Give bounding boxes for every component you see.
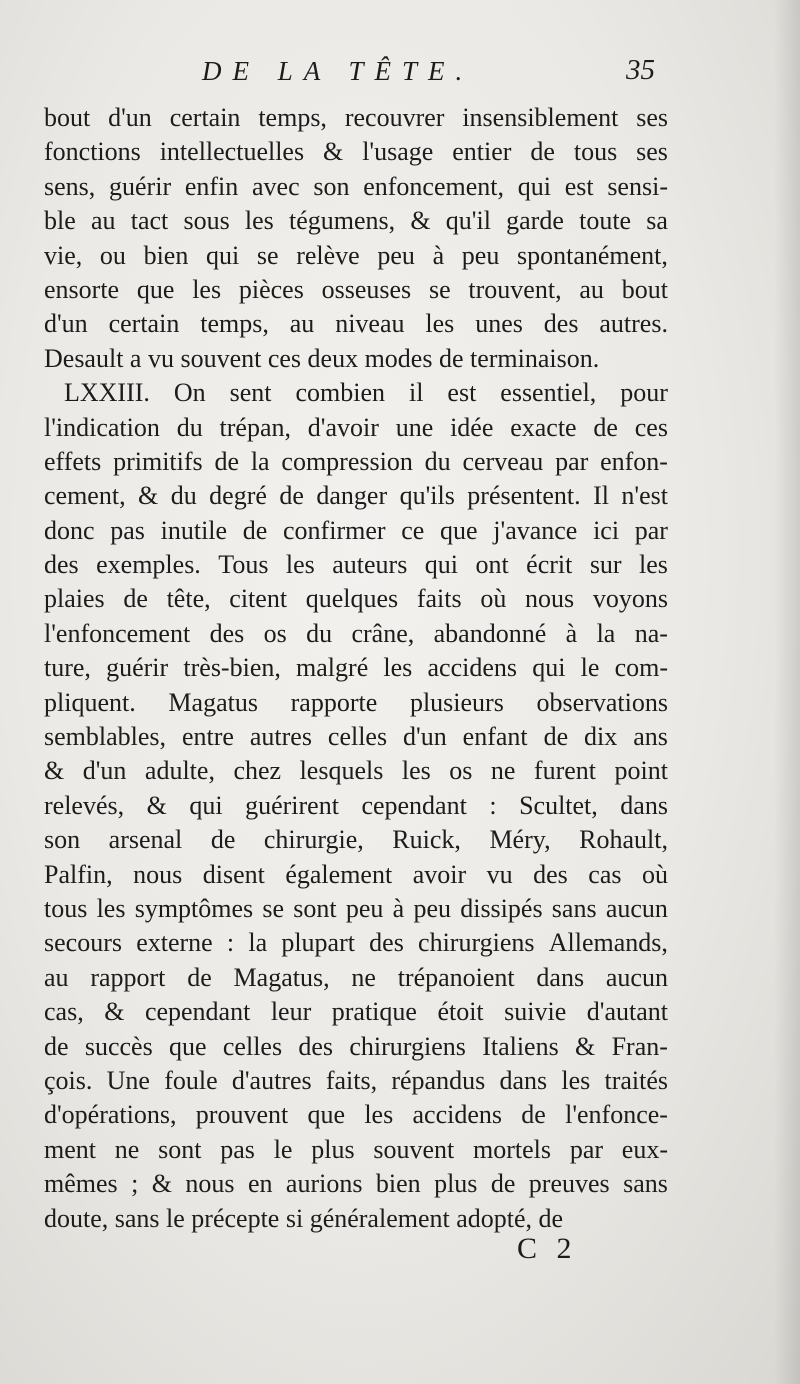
text-line: tous les symptômes se sont peu à peu dissipés sans aucun [44, 893, 668, 923]
page-edge-shadow [774, 0, 800, 1384]
text-line: secours externe : la plupart des chirurgiens Allemands, [44, 928, 668, 958]
text-line: Palfin, nous disent également avoir vu des cas où [44, 859, 668, 889]
text-line: au rapport de Magatus, ne trépanoient dans aucun [44, 962, 668, 992]
signature-mark: C 2 [517, 1232, 578, 1265]
text-line: fonctions intellectuelles & l'usage entier de tous ses [44, 137, 668, 167]
text-line: ment ne sont pas le plus souvent mortels par eux- [44, 1134, 668, 1164]
text-line: Desault a vu souvent ces deux modes de terminaison. [44, 343, 600, 373]
running-head: DE LA TÊTE. [202, 56, 474, 86]
text-line: cement, & du degré de danger qu'ils présentent. Il n'est [44, 481, 668, 511]
text-line: semblables, entre autres celles d'un enfant de dix ans [44, 722, 668, 752]
text-line: sens, guérir enfin avec son enfoncement, qui est sensi- [44, 171, 668, 201]
text-line: d'un certain temps, au niveau les unes des autres. [44, 309, 668, 339]
text-line: pliquent. Magatus rapporte plusieurs observations [44, 687, 668, 717]
text-line: ture, guérir très-bien, malgré les accidens qui le com- [44, 653, 668, 683]
text-line: bout d'un certain temps, recouvrer insensiblement ses [44, 103, 668, 132]
text-line: doute, sans le précepte si généralement adopté, de [44, 1203, 564, 1233]
text-line: vie, ou bien qui se relève peu à peu spontanément, [44, 240, 668, 270]
text-line: cas, & cependant leur pratique étoit suivie d'autant [44, 997, 668, 1027]
body-text [44, 101, 668, 1236]
text-line: ensorte que les pièces osseuses se trouvent, au bout [44, 274, 668, 304]
text-line: ble au tact sous les tégumens, & qu'il garde toute sa [44, 206, 668, 236]
text-line: des exemples. Tous les auteurs qui ont écrit sur les [44, 550, 668, 580]
text-line: relevés, & qui guérirent cependant : Scultet, dans [44, 790, 668, 820]
page-number: 35 [626, 54, 655, 86]
text-line: donc pas inutile de confirmer ce que j'avance ici par [44, 515, 668, 545]
text-line: mêmes ; & nous en aurions bien plus de preuves sans [44, 1169, 668, 1199]
text-line: effets primitifs de la compression du cerveau par enfon- [44, 446, 668, 476]
text-line: & d'un adulte, chez lesquels les os ne furent point [44, 756, 668, 786]
text-line: l'enfoncement des os du crâne, abandonné à la na- [44, 618, 668, 648]
text-line: çois. Une foule d'autres faits, répandus dans les traités [44, 1065, 668, 1095]
text-line: plaies de tête, citent quelques faits où nous voyons [44, 584, 668, 614]
text-line: de succès que celles des chirurgiens Italiens & Fran- [44, 1031, 668, 1061]
text-line: d'opérations, prouvent que les accidens de l'enfonce- [44, 1100, 668, 1130]
text-line: son arsenal de chirurgie, Ruick, Méry, Rohault, [44, 825, 668, 855]
text-line: l'indication du trépan, d'avoir une idée exacte de ces [44, 412, 668, 442]
text-line: LXXIII. On sent combien il est essentiel, pour [64, 378, 668, 408]
